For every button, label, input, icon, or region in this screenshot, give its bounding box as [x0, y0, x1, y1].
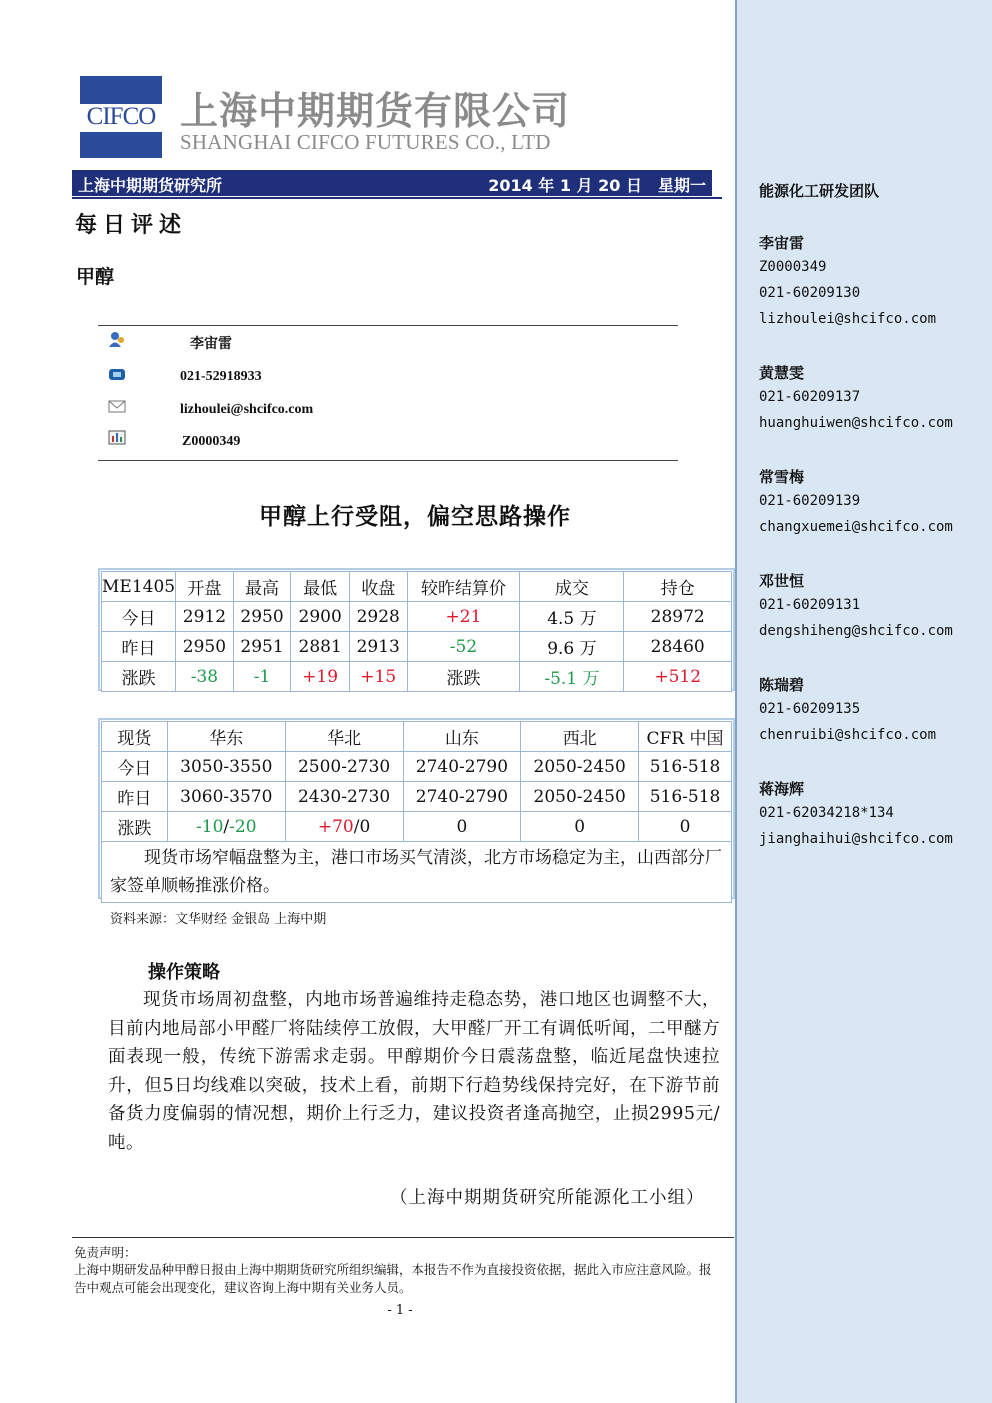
member-phone: 021-60209130	[759, 285, 861, 301]
author-name: 李宙雷	[190, 337, 232, 352]
header-bar	[72, 170, 712, 196]
table-cell: 昨日	[102, 632, 176, 662]
spot-row-change	[102, 812, 732, 842]
table-cell: -38	[176, 662, 234, 692]
strategy-title: 操作策略	[148, 962, 220, 983]
email-icon	[108, 398, 126, 414]
table-cell: 涨跌	[102, 662, 176, 692]
table-cell: 0	[521, 812, 639, 842]
person-icon	[108, 331, 126, 347]
futures-header-row	[102, 572, 732, 602]
data-source: 资料来源：文华财经 金银岛 上海中期	[110, 912, 327, 927]
member-email[interactable]: dengshiheng@shcifco.com	[759, 623, 953, 639]
disclaimer-title: 免责声明：	[74, 1245, 137, 1260]
page-number: - 1 -	[387, 1303, 413, 1318]
member-name: 李宙雷	[759, 234, 805, 252]
futures-row-change	[102, 662, 732, 692]
logo-text: CIFCO	[86, 103, 156, 130]
member-phone: 021-60209131	[759, 597, 861, 613]
footer-divider	[72, 1237, 734, 1238]
table-cell: 2900	[291, 602, 350, 632]
strategy-body: 现货市场周初盘整，内地市场普遍维持走稳态势，港口地区也调整不大，目前内地局部小甲醛厂将陆续停工放假，大甲醛厂开工有调低听闻，二甲醚方面表现一般，传统下游需求走弱。甲醇期价今日震荡盘整，临近尾盘快速拉升，但5日均线难以突破，技术上看，前期下行趋势线保持完好，在下游节前备货力度偏弱的情况想，期价上行乏力，建议投资者逢高抛空，止损2995元/吨。	[108, 990, 720, 1153]
table-cell	[285, 812, 403, 842]
table-cell: 2950	[176, 632, 234, 662]
spot-header-cell: CFR 中国	[639, 722, 732, 752]
phone-icon	[108, 366, 126, 382]
change-value: -10	[196, 816, 224, 837]
spot-header-row	[102, 722, 732, 752]
table-cell: 今日	[102, 602, 176, 632]
spot-header-cell: 现货	[102, 722, 168, 752]
license-icon	[108, 429, 126, 445]
futures-row-yesterday	[102, 632, 732, 662]
change-value: +70	[317, 816, 354, 837]
change-separator: /	[223, 816, 230, 837]
table-cell: 2881	[291, 632, 350, 662]
change-value: -20	[229, 816, 257, 837]
table-cell: 涨跌	[102, 812, 168, 842]
author-contact-box	[98, 325, 678, 461]
member-phone: 021-60209139	[759, 493, 861, 509]
table-cell	[167, 812, 285, 842]
member-license: Z0000349	[759, 259, 827, 275]
futures-row-today	[102, 602, 732, 632]
futures-header-cell: 持仓	[624, 572, 732, 602]
author-email[interactable]: lizhoulei@shcifco.com	[180, 402, 314, 417]
table-cell: 2913	[349, 632, 407, 662]
table-cell: 涨跌	[407, 662, 520, 692]
report-date: 2014 年 1 月 20 日 星期一	[488, 176, 706, 195]
team-sidebar	[735, 0, 992, 1403]
futures-header-cell: 较昨结算价	[407, 572, 520, 602]
report-headline: 甲醇上行受阻，偏空思路操作	[259, 504, 571, 530]
change-separator: /	[353, 816, 360, 837]
spot-note-row	[102, 842, 732, 903]
member-name: 蒋海辉	[759, 780, 805, 798]
spot-header-cell: 华东	[167, 722, 285, 752]
table-cell: -1	[233, 662, 291, 692]
company-name-cn: 上海中期期货有限公司	[180, 89, 571, 133]
member-email[interactable]: chenruibi@shcifco.com	[759, 727, 937, 743]
table-cell: 2740-2790	[403, 782, 521, 812]
futures-header-cell: 开盘	[176, 572, 234, 602]
table-cell: 516-518	[639, 782, 732, 812]
author-phone: 021-52918933	[180, 369, 262, 384]
member-name: 常雪梅	[759, 468, 805, 486]
table-cell: 516-518	[639, 752, 732, 782]
spot-table	[101, 721, 732, 903]
table-cell: 2951	[233, 632, 291, 662]
change-value: 0	[359, 816, 371, 837]
table-cell: 今日	[102, 752, 168, 782]
futures-header-cell: 最高	[233, 572, 291, 602]
section-title: 每日评述	[75, 213, 188, 238]
spot-header-cell: 华北	[285, 722, 403, 752]
market-note	[102, 842, 732, 903]
table-cell: 2912	[176, 602, 234, 632]
author-license: Z0000349	[182, 434, 241, 449]
futures-header-cell: 最低	[291, 572, 350, 602]
team-title: 能源化工研发团队	[759, 182, 880, 200]
table-cell: 28460	[624, 632, 732, 662]
market-note-text: 现货市场窄幅盘整为主，港口市场买气清淡，北方市场稳定为主，山西部分厂家签单顺畅推涨价格。	[110, 848, 722, 896]
table-cell: 2928	[349, 602, 407, 632]
table-cell: +15	[349, 662, 407, 692]
table-cell: 2430-2730	[285, 782, 403, 812]
table-cell: +21	[407, 602, 520, 632]
table-cell: +19	[291, 662, 350, 692]
member-name: 邓世恒	[759, 572, 805, 590]
futures-header-cell: ME1405	[102, 572, 176, 602]
futures-table	[101, 571, 732, 692]
member-email[interactable]: huanghuiwen@shcifco.com	[759, 415, 953, 431]
table-cell: 2950	[233, 602, 291, 632]
disclaimer-body: 上海中期研发品种甲醇日报由上海中期期货研究所组织编辑，本报告不作为直接投资依据，据此入市应注意风险。报告中观点可能会出现变化，建议咨询上海中期有关业务人员。	[74, 1262, 712, 1295]
table-cell: 2050-2450	[521, 752, 639, 782]
table-cell: 9.6 万	[520, 632, 624, 662]
table-cell: -5.1 万	[520, 662, 624, 692]
member-email[interactable]: lizhoulei@shcifco.com	[759, 311, 937, 327]
spot-row-yesterday	[102, 782, 732, 812]
table-cell: 2500-2730	[285, 752, 403, 782]
product-name: 甲醇	[76, 266, 115, 288]
futures-header-cell: 成交	[520, 572, 624, 602]
table-cell: 3060-3570	[167, 782, 285, 812]
member-email[interactable]: jianghaihui@shcifco.com	[759, 831, 953, 847]
table-cell: 2740-2790	[403, 752, 521, 782]
institute-name: 上海中期期货研究所	[78, 176, 223, 195]
spot-header-cell: 山东	[403, 722, 521, 752]
member-name: 黄慧雯	[759, 364, 805, 382]
company-logo	[80, 76, 162, 158]
header-divider	[72, 197, 722, 199]
table-cell: -52	[407, 632, 520, 662]
table-cell: 昨日	[102, 782, 168, 812]
table-cell: +512	[624, 662, 732, 692]
table-cell: 0	[639, 812, 732, 842]
company-name-en: SHANGHAI CIFCO FUTURES CO., LTD	[180, 130, 551, 154]
spot-row-today	[102, 752, 732, 782]
table-cell: 2050-2450	[521, 782, 639, 812]
member-email[interactable]: changxuemei@shcifco.com	[759, 519, 953, 535]
member-name: 陈瑞碧	[759, 676, 805, 694]
table-cell: 0	[403, 812, 521, 842]
table-cell: 3050-3550	[167, 752, 285, 782]
table-cell: 4.5 万	[520, 602, 624, 632]
member-phone: 021-62034218*134	[759, 805, 894, 821]
table-cell: 28972	[624, 602, 732, 632]
member-phone: 021-60209135	[759, 701, 861, 717]
report-signature: （上海中期期货研究所能源化工小组）	[390, 1188, 705, 1208]
spot-header-cell: 西北	[521, 722, 639, 752]
futures-header-cell: 收盘	[349, 572, 407, 602]
member-phone: 021-60209137	[759, 389, 861, 405]
